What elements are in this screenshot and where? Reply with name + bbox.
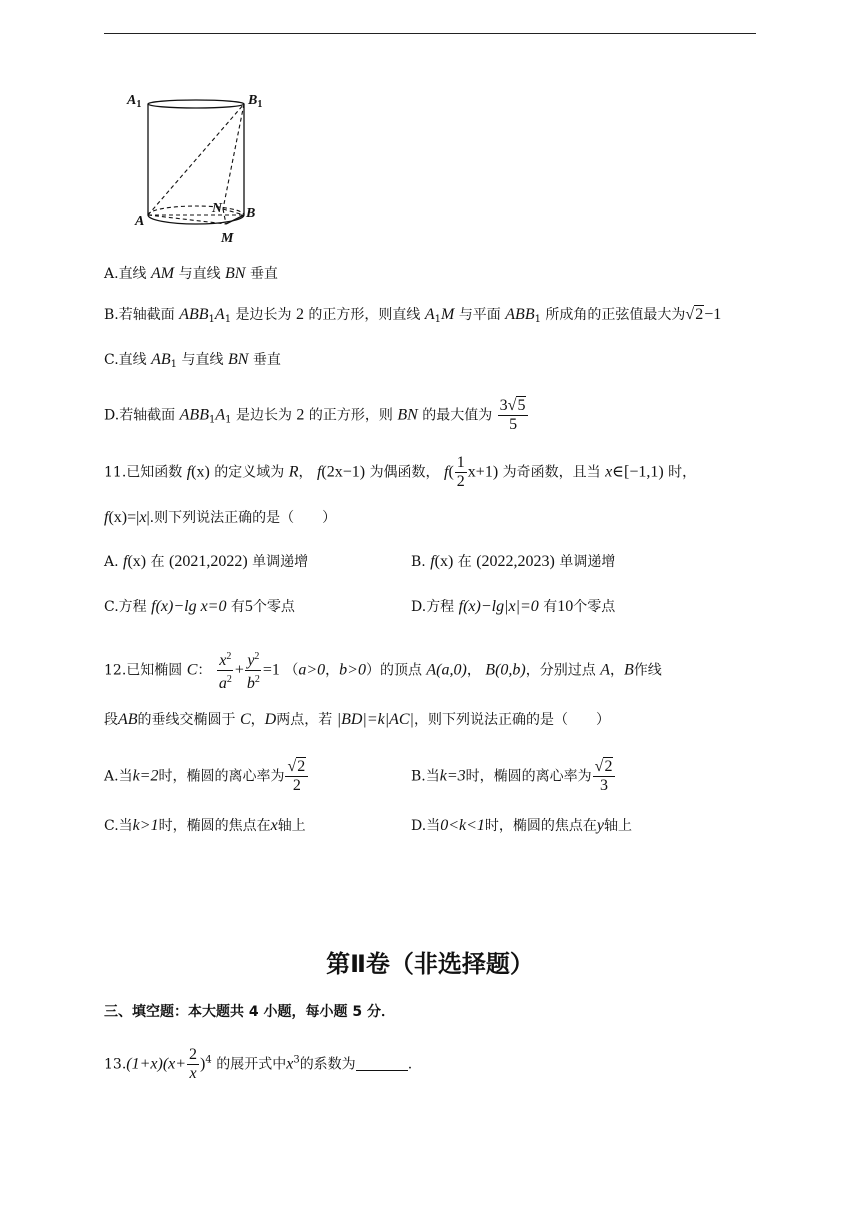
q11-stem-line2: f(x)=|x|.则下列说法正确的是（ ） <box>104 509 337 526</box>
section-title: 第Ⅱ卷（非选择题） <box>326 950 534 978</box>
q11-option-a: A. f(x) 在 (2021,2022) 单调递增 <box>104 553 309 570</box>
q12-stem-line1: 12.已知椭圆 C： $\frac{x^2}{a^2}$ + $\frac{y^2}{b^2}$ =1 （a>0，b>0）的顶点 A(a,0)， B(0,b)，分别过点 A，B作线 <box>104 648 662 693</box>
answer-blank[interactable] <box>356 1056 408 1071</box>
q10-option-b: B.若轴截面 $ABB_1A_1$ 是边长为 2 的正方形，则直线 $A_1M$ 与平面 $ABB_1$ 所成角的正弦值最大为√2−1 <box>104 306 722 325</box>
q11-stem-line1: 11.已知函数 f(x) 的定义域为 R， f(2x−1) 为偶函数， f( $\frac{1}{2}$ x+1) 为奇函数，且当 x∈[−1,1) 时， <box>104 454 697 490</box>
label-n: N <box>212 201 223 216</box>
q10-option-a: A.直线 AM 与直线 BN 垂直 <box>104 265 278 282</box>
label-b: B <box>246 206 256 221</box>
section-subtitle: 三、填空题：本大题共 4 小题，每小题 5 分． <box>104 1004 395 1020</box>
q12-option-d: D.当0<k<1时，椭圆的焦点在y轴上 <box>411 817 632 834</box>
label-a1: $A_1$ <box>127 93 142 110</box>
q12-option-a: A.当k=2时，椭圆的离心率为 $\frac{√2}{2}$ <box>104 758 309 795</box>
q12-option-b: B.当k=3时，椭圆的离心率为 $\frac{√2}{3}$ <box>411 758 616 795</box>
label-m: M <box>221 231 234 246</box>
q10-option-d: D.若轴截面 $ABB_1A_1$ 是边长为 2 的正方形，则 BN 的最大值为 $\frac{3√5}{5}$ <box>104 397 529 434</box>
label-b1: $B_1$ <box>248 93 263 110</box>
q10-option-c: C.直线 $AB_1$ 与直线 BN 垂直 <box>104 351 281 370</box>
label-a: A <box>135 214 145 229</box>
q11-option-b: B. f(x) 在 (2022,2023) 单调递增 <box>411 553 616 570</box>
header-rule <box>104 33 756 34</box>
q12-option-c: C.当k>1时，椭圆的焦点在x轴上 <box>104 817 306 834</box>
q11-option-c: C.方程 f(x)−lg x=0 有5个零点 <box>104 598 295 615</box>
cylinder-figure <box>126 88 266 248</box>
q13-stem: 13.(1+x)(x+ $\frac{2}{x}$ )$^4$ 的展开式中$x^3$的系数为 . <box>104 1046 413 1082</box>
q11-option-d: D.方程 f(x)−lg|x|=0 有10个零点 <box>411 598 616 615</box>
q12-stem-line2: 段AB的垂线交椭圆于 C，D两点，若 |BD|=k|AC|，则下列说法正确的是（ ） <box>104 711 610 728</box>
